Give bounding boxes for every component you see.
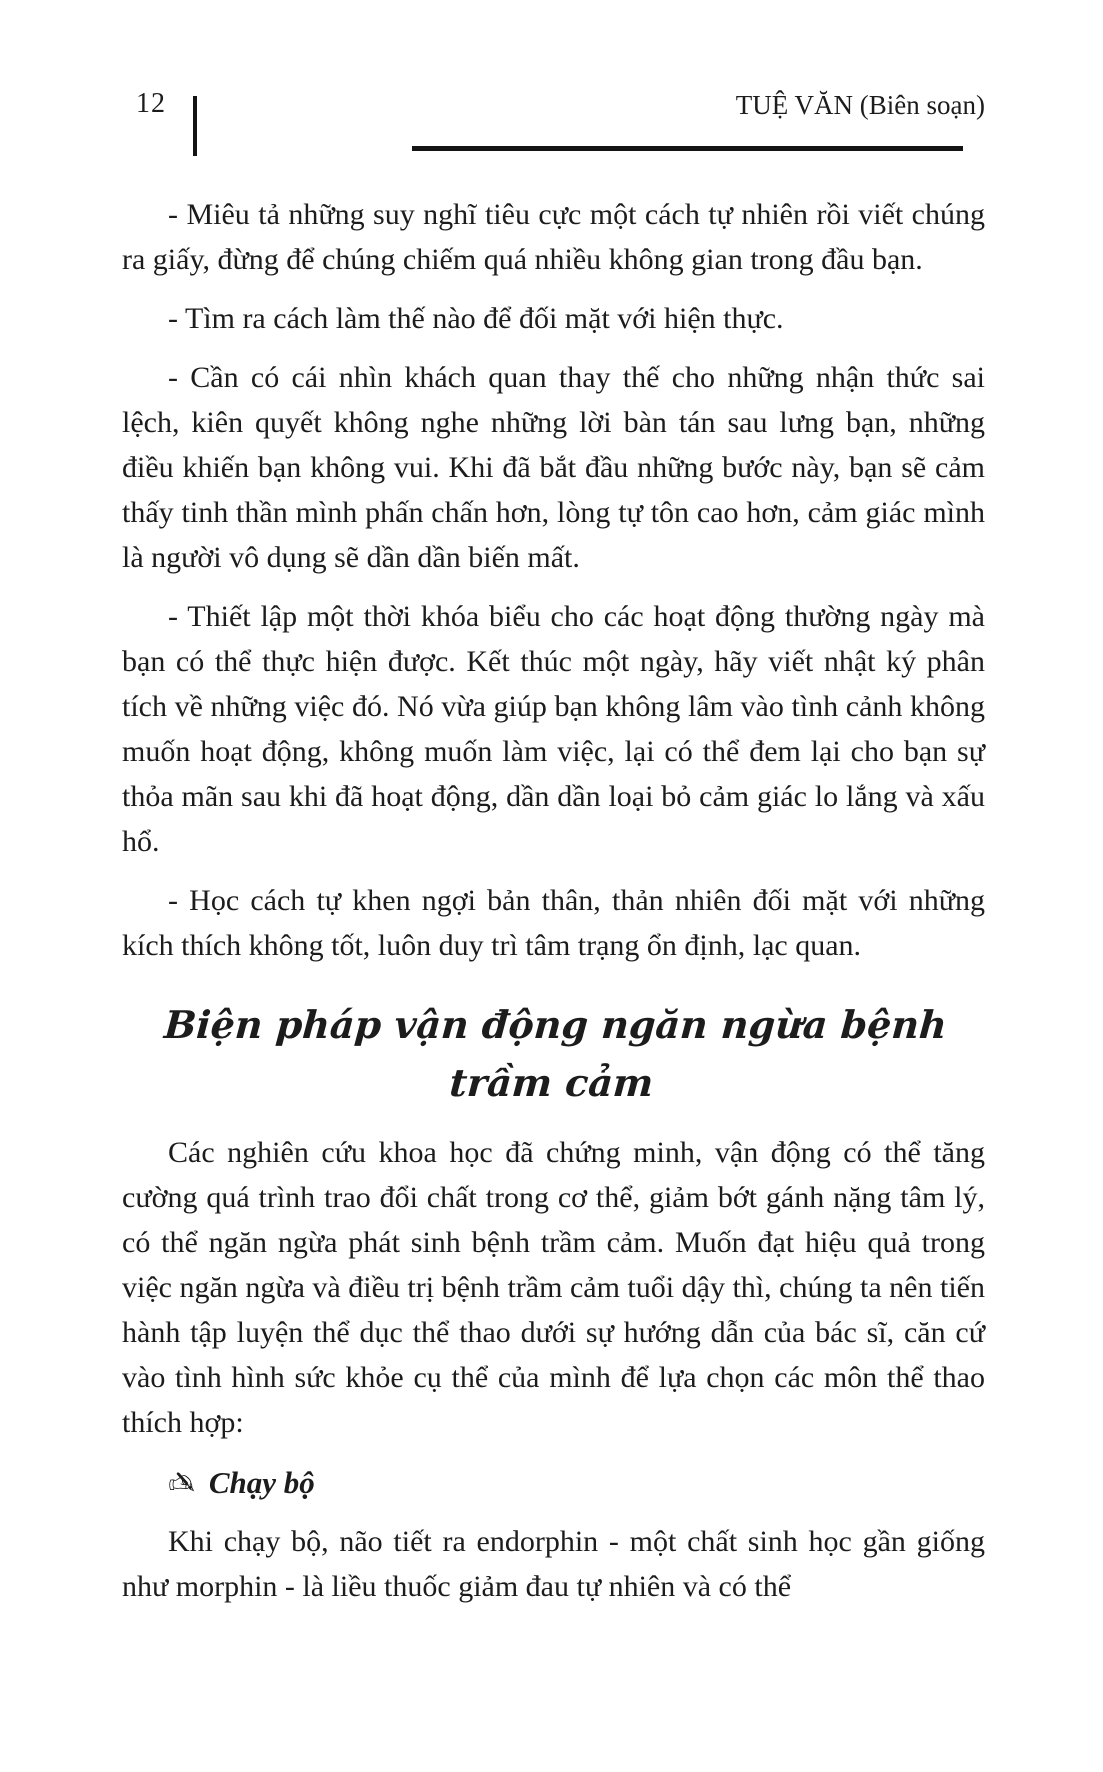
header-rule [412, 146, 963, 151]
running-header-title: TUỆ VĂN (Biên soạn) [735, 90, 985, 120]
bullet-paragraph: - Học cách tự khen ngợi bản thân, thản nhiên đối mặt với những kích thích không tốt, luôn duy trì tâm trạng ổn định, lạc quan. [122, 884, 985, 962]
bullet-paragraph: - Cần có cái nhìn khách quan thay thế cho những nhận thức sai lệch, kiên quyết không nghe những lời bàn tán sau lưng bạn, những điều khiến bạn không vui. Khi đã bắt đầu những bước này, bạn sẽ cảm thấy tinh thần mình phấn chấn hơn, lòng tự tôn cao hơn, cảm giác mình là người vô dụng sẽ dần dần biến mất. [122, 361, 985, 574]
section-heading: Biện pháp vận động ngăn ngừa bệnh trầm cảm [162, 1002, 949, 1105]
page-header [0, 0, 1103, 192]
header-divider-bar [193, 96, 197, 156]
body-paragraph: Khi chạy bộ, não tiết ra endorphin - một chất sinh học gần giống như morphin - là liều thuốc giảm đau tự nhiên và có thể [122, 1525, 985, 1603]
subheading-chay-bo [168, 1459, 985, 1507]
bullet-paragraph: - Thiết lập một thời khóa biểu cho các hoạt động thường ngày mà bạn có thể thực hiện được. Kết thúc một ngày, hãy viết nhật ký phân tích về những việc đó. Nó vừa giúp bạn không lâm vào tình cảnh không muốn hoạt động, không muốn làm việc, lại có thể đem lại cho bạn sự thỏa mãn sau khi đã hoạt động, dần dần loại bỏ cảm giác lo lắng và xấu hổ. [122, 600, 985, 858]
intro-paragraph: Các nghiên cứu khoa học đã chứng minh, vận động có thể tăng cường quá trình trao đổi chất trong cơ thể, giảm bớt gánh nặng tâm lý, có thể ngăn ngừa phát sinh bệnh trầm cảm. Muốn đạt hiệu quả trong việc ngăn ngừa và điều trị bệnh trầm cảm tuổi dậy thì, chúng ta nên tiến hành tập luyện thể dục thể thao dưới sự hướng dẫn của bác sĩ, căn cứ vào tình hình sức khỏe cụ thể của mình để lựa chọn các môn thể thao thích hợp: [122, 1136, 985, 1439]
subheading-label: Chạy bộ [208, 1465, 315, 1500]
bullet-paragraph: - Tìm ra cách làm thế nào để đối mặt với hiện thực. [168, 302, 784, 335]
writing-hand-icon: ✍ [168, 1464, 195, 1502]
page-body [122, 192, 985, 1623]
page-number: 12 [136, 88, 166, 119]
bullet-paragraph: - Miêu tả những suy nghĩ tiêu cực một cách tự nhiên rồi viết chúng ra giấy, đừng để chúng chiếm quá nhiều không gian trong đầu bạn. [122, 198, 985, 276]
